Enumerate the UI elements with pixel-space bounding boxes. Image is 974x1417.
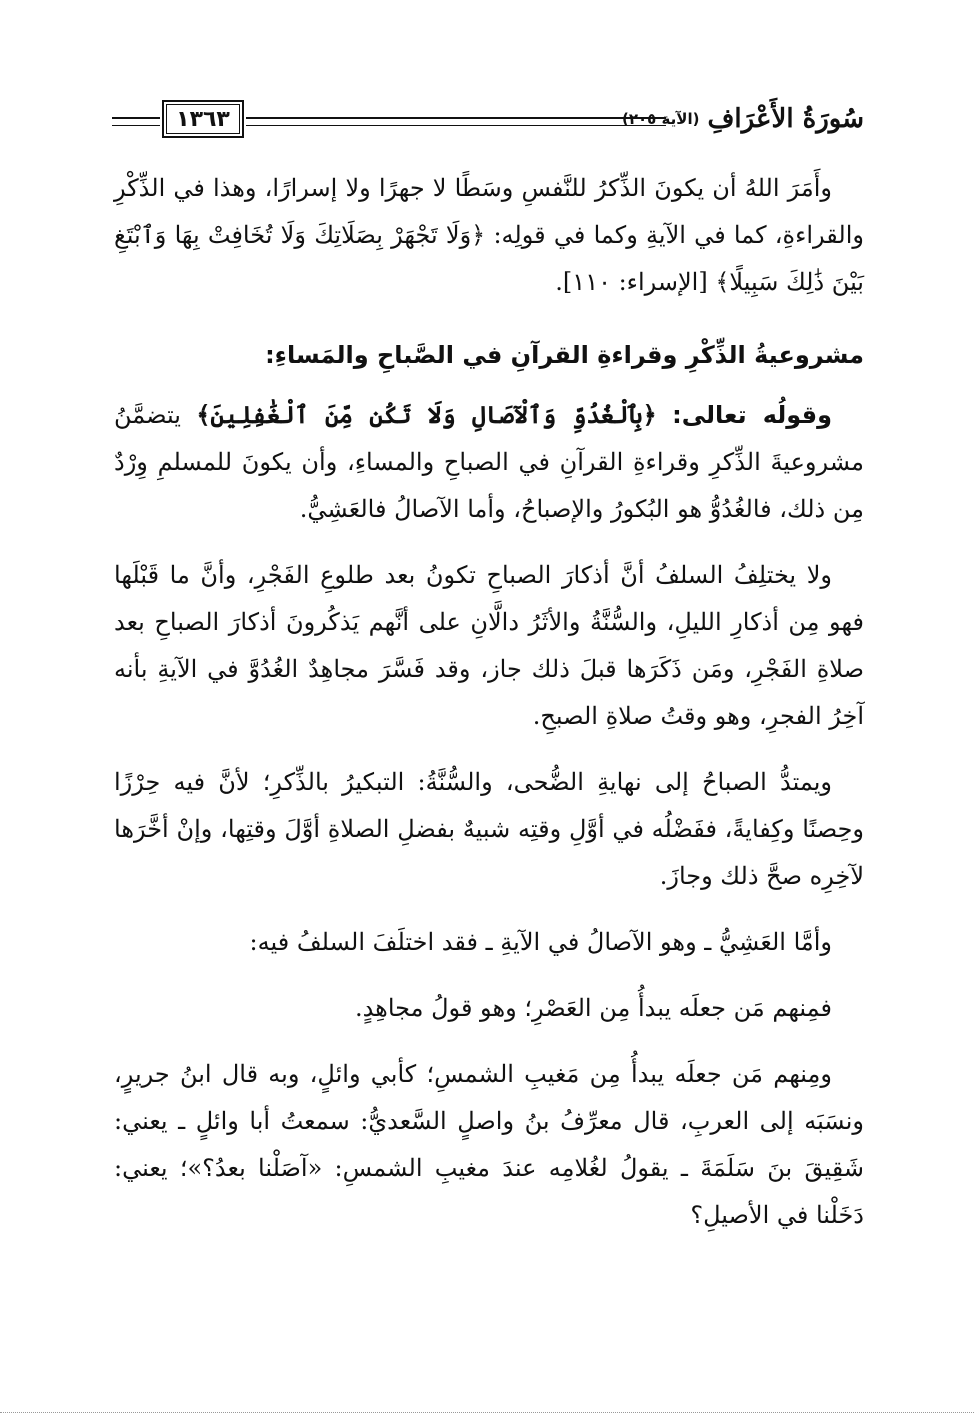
page-number-frame: [162, 100, 244, 138]
running-head: [622, 102, 864, 136]
paragraph-3: ولا يختلِفُ السلفُ أنَّ أذكارَ الصباحِ تكونُ بعد طلوعِ الفَجْرِ، وأنَّ ما قَبْلَها فهو مِن أذكارِ الليلِ، والسُّنَّةُ والأثَرُ دالَّانِ على أنَّهم يَذكُرونَ أذكارَ الصباحِ بعد صلاةِ الفَجْرِ، ومَن ذَكَرَها قبلَ ذلك جاز، وقد فَسَّرَ مجاهِدٌ الغُدُوَّ في الآيةِ بأنه آخِرُ الفجرِ، وهو وقتُ صلاةِ الصبحِ.: [114, 561, 864, 730]
paragraph-4: ويمتدُّ الصباحُ إلى نهايةِ الضُّحى، والسُّنَّةُ: التبكيرُ بالذِّكرِ؛ لأنَّ فيه حِرْزًا وحِصنًا وكِفايةً، ففَضْلُه في أوَّلِ وقتِه شبيهٌ بفضلِ الصلاةِ أوَّلَ وقتِها، وإنْ أخَّرَها لآخِرِه صحَّ ذلك وجازَ.: [114, 768, 864, 890]
page-number: ١٣٦٣: [166, 104, 240, 134]
header-rule-left: [112, 117, 160, 126]
paragraph-6: فمِنهم مَن جعلَه يبدأُ مِن العَصْرِ؛ وهو قولُ مجاهِدٍ.: [354, 994, 832, 1022]
paragraph-7: ومِنهم مَن جعلَه يبدأُ مِن مَغيبِ الشمسِ؛ كأبي وائلٍ، وبه قال ابنُ جريرٍ، ونسَبَه إلى العربِ، قال معرِّفُ بنُ واصلٍ السَّعديُّ: سمعتُ أبا وائلٍ ـ يعني: شَقِيقَ بنَ سَلَمَةَ ـ يقولُ لغُلامِه عندَ مغيبِ الشمسِ: «آصَلْنا بعدُ؟»؛ يعني: دَخَلْنا في الأصيلِ؟: [114, 1060, 864, 1229]
page-header: [112, 98, 864, 142]
paragraph-1: وأَمَرَ اللهُ أن يكونَ الذِّكرُ للنَّفسِ وسَطًا لا جهرًا ولا إسرارًا، وهذا في الذِّكْرِ والقراءةِ، كما في الآيةِ وكما في قولِه: ﴿وَلَا تَجْهَرْ بِصَلَاتِكَ وَلَا تُخَافِتْ بِهَا وَٱبْتَغِ بَيْنَ ذَٰلِكَ سَبِيلًا﴾ [الإسراء: ١١٠].: [114, 174, 864, 296]
quran-verse: ﴿بِٱلْغُدُوِّ وَٱلْآصَالِ وَلَا تَكُن مِّنَ ٱلْغَٰفِلِينَ﴾: [196, 400, 657, 429]
scan-edge-dots: [0, 1410, 974, 1413]
section-heading: مشروعيةُ الذِّكْرِ وقراءةِ القرآنِ في الصَّباحِ والمَساءِ:: [265, 341, 864, 369]
paragraph-5: وأمَّا العَشِيُّ ـ وهو الآصالُ في الآيةِ ـ فقد اختلَفَ السلفُ فيه:: [249, 928, 832, 956]
surah-title: سُورَةُ الأَعْرَافِ: [707, 104, 864, 134]
paragraph-2-text: يتضمَّنُ مشروعيةَ الذِّكرِ وقراءةِ القرآنِ في الصباحِ والمساءِ، وأن يكونَ للمسلمِ وِرْدٌ مِن ذلك، فالغُدُوُّ هو البُكورُ والإصباحُ، وأما الآصالُ فالعَشِيُّ.: [114, 401, 864, 523]
header-rule-middle: [246, 117, 666, 126]
page-body: [114, 165, 864, 1239]
paragraph-2-lead: وقولُه تعالى:: [672, 401, 832, 429]
verse-reference: (الآية ٢٠٥): [622, 110, 700, 128]
paragraph-2: [114, 391, 864, 533]
